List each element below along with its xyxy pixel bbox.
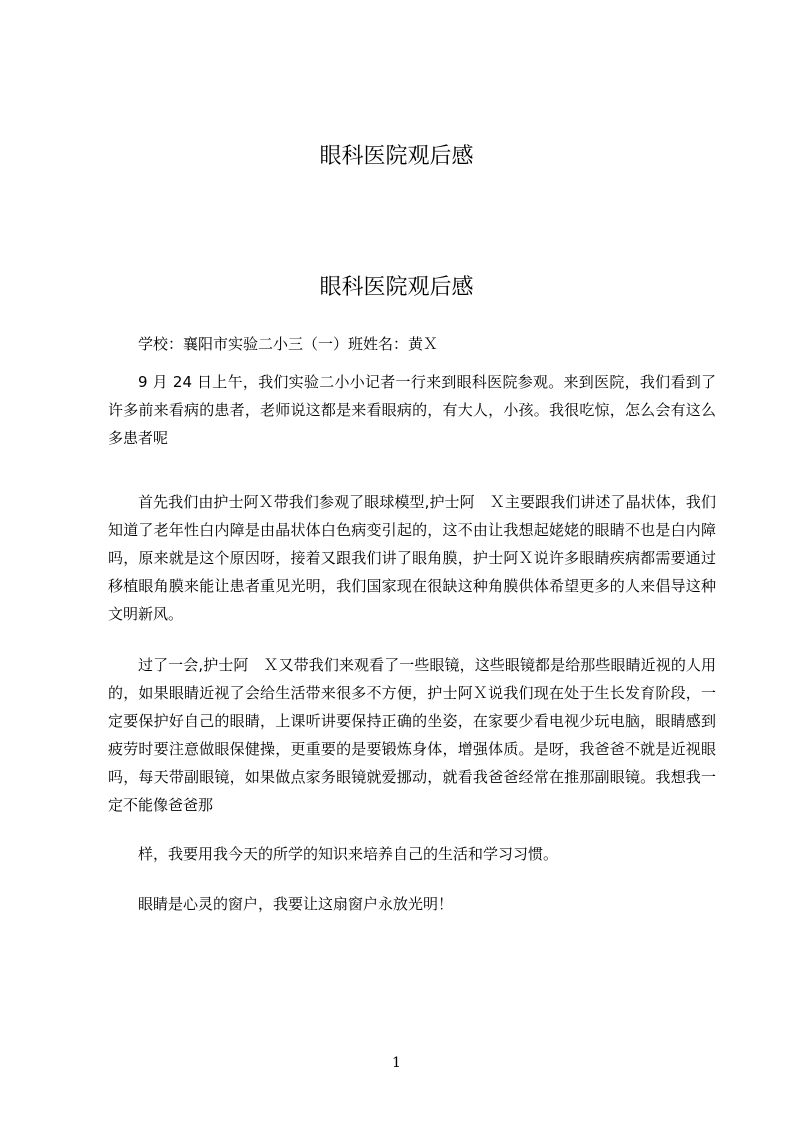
school-line: 学校：襄阳市实验二小三（一）班姓名：黄Ｘ [138, 335, 439, 353]
paragraph-2: 首先我们由护士阿Ｘ带我们参观了眼球模型,护士阿 Ｘ主要跟我们讲述了晶状体，我们知道了老年性白内障是由晶状体白色病变引起的，这不由让我想起姥姥的眼睛不也是白内障吗，原来就是这个原因呀，接着又跟我们讲了眼角膜，护士阿Ｘ说许多眼睛疾病都需要通过移植眼角膜来能让患者重见光明，我们国家现在很缺这种角膜供体希望更多的人来倡导这种文明新风。 [108, 493, 716, 623]
paragraph-5: 眼睛是心灵的窗户，我要让这扇窗户永放光明！ [138, 895, 454, 913]
header-title: 眼科医院观后感 [319, 144, 474, 169]
paragraph-1: 9 月 24 日上午，我们实验二小小记者一行来到眼科医院参观。来到医院，我们看到了许多前来看病的患者，老师说这都是来看眼病的，有大人，小孩。我很吃惊，怎么会有这么多患者呢 [108, 373, 716, 447]
paragraph-4: 样，我要用我今天的所学的知识来培养自己的生活和学习习惯。 [138, 845, 559, 863]
page-number: 1 [392, 1055, 401, 1071]
main-title: 眼科医院观后感 [319, 275, 474, 300]
paragraph-3: 过了一会,护士阿 Ｘ又带我们来观看了一些眼镜，这些眼镜都是给那些眼睛近视的人用的，如果眼睛近视了会给生活带来很多不方便，护士阿Ｘ说我们现在处于生长发育阶段，一定要保护好自己的眼睛，上课听讲要保持正确的坐姿，在家要少看电视少玩电脑，眼睛感到疲劳时要注意做眼保健操，更重要的是要锻炼身体，增强体质。是呀，我爸爸不就是近视眼吗，每天带副眼镜，如果做点家务眼镜就爱挪动，就看我爸爸经常在推那副眼镜。我想我一定不能像爸爸那 [108, 656, 716, 814]
